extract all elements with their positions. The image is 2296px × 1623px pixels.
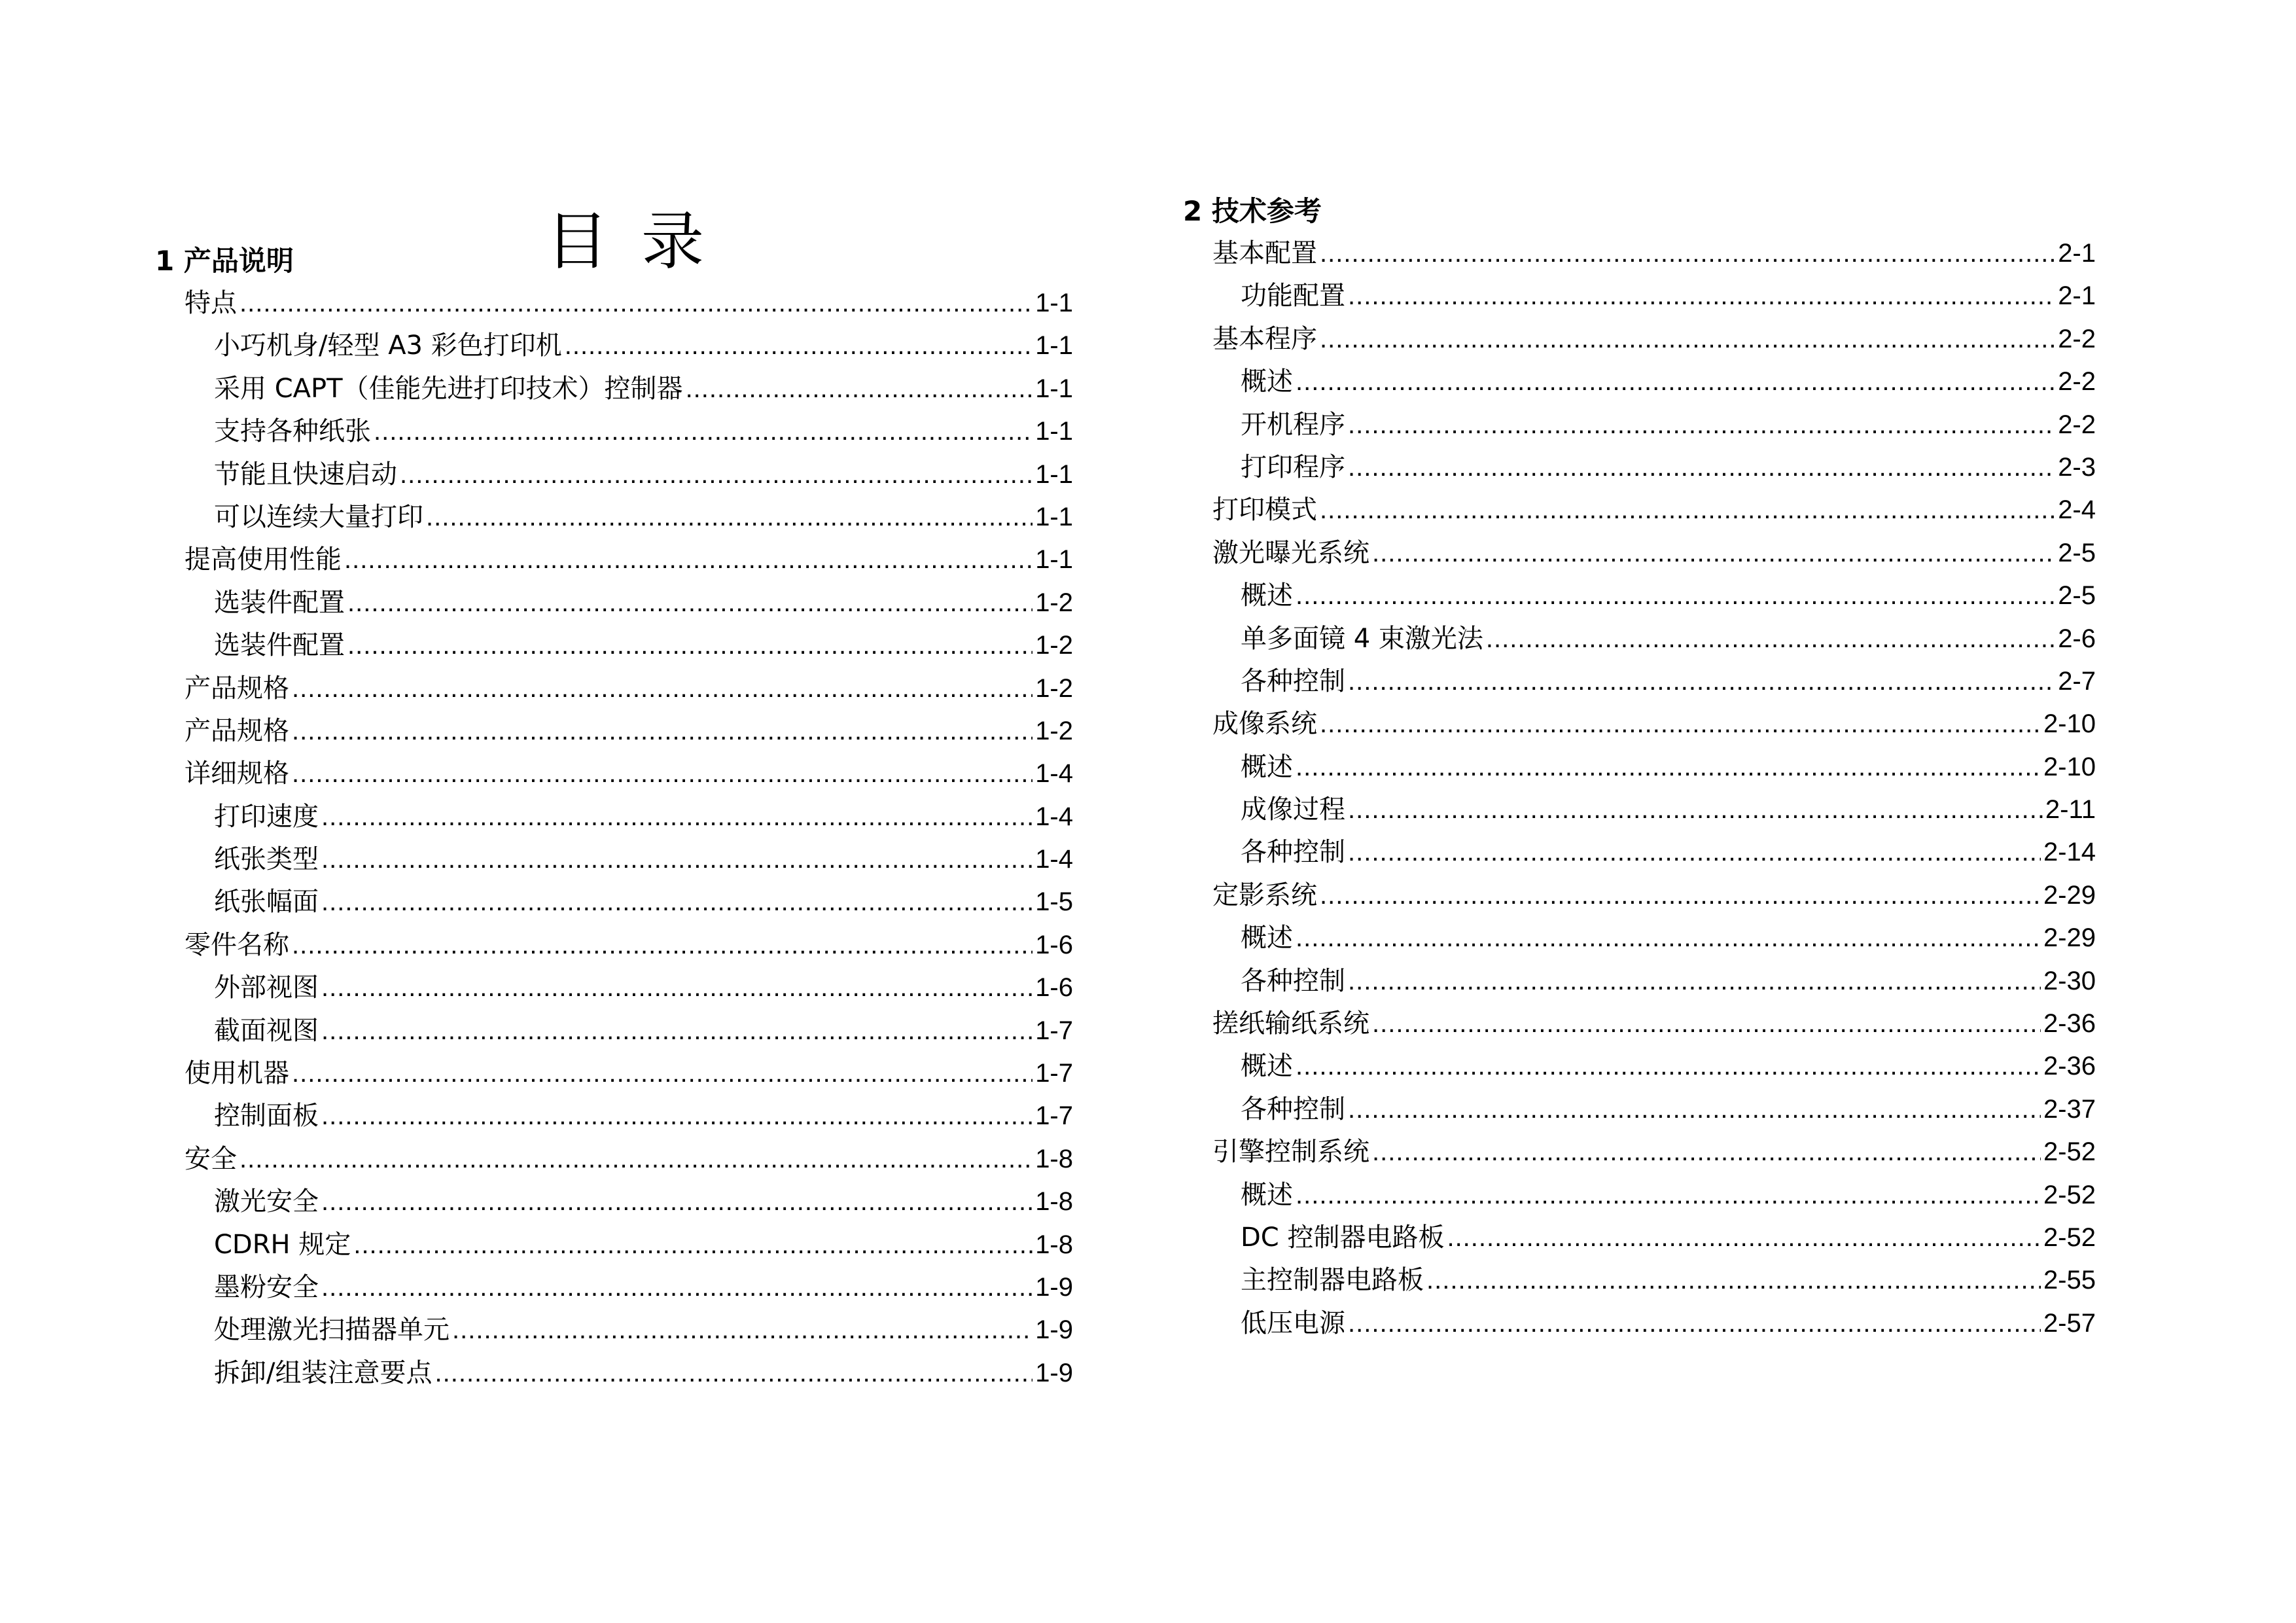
toc-dot-leader [1348, 275, 2055, 317]
toc-entry[interactable] [155, 410, 1073, 453]
toc-entry-label: 概述 [1241, 1179, 1293, 1210]
toc-entry-page-number: 2-5 [2058, 538, 2096, 567]
toc-entry[interactable] [155, 1181, 1073, 1223]
toc-dot-leader [1320, 489, 2055, 531]
toc-entry[interactable] [1183, 1302, 2096, 1345]
toc-entry[interactable] [1183, 874, 2096, 917]
toc-entry-page-number: 1-1 [1035, 502, 1073, 531]
toc-entry-page-number: 1-9 [1035, 1315, 1073, 1345]
toc-entry-page-number: 2-2 [2058, 367, 2096, 397]
toc-entry-page-number: 1-4 [1035, 759, 1073, 789]
toc-entry[interactable] [1183, 446, 2096, 489]
toc-entry-page-number: 1-2 [1035, 631, 1073, 660]
toc-entry[interactable] [155, 1266, 1073, 1309]
toc-entry-label: 打印速度 [214, 801, 319, 832]
toc-entry[interactable] [155, 1224, 1073, 1266]
toc-entry-label: 小巧机身/轻型 A3 彩色打印机 [214, 330, 562, 361]
toc-entry[interactable] [1183, 1259, 2096, 1302]
toc-entry-label: 安全 [185, 1143, 237, 1174]
toc-entry-label: 选装件配置 [214, 587, 345, 618]
toc-entry-page-number: 1-7 [1035, 1059, 1073, 1088]
toc-entry-page-number: 1-1 [1035, 417, 1073, 446]
toc-dot-leader [239, 282, 1033, 325]
toc-dot-leader [292, 668, 1033, 710]
toc-entry[interactable] [1183, 318, 2096, 361]
toc-dot-leader [1372, 532, 2055, 575]
toc-dot-leader [1296, 917, 2041, 959]
toc-dot-leader [321, 1095, 1033, 1137]
toc-list-right [1183, 232, 2096, 1345]
page-title: 目录 [546, 205, 737, 279]
toc-entry-label: 概述 [1241, 366, 1293, 397]
toc-entry-label: 定影系统 [1212, 880, 1317, 910]
toc-entry[interactable] [1183, 361, 2096, 403]
toc-entry-label: 概述 [1241, 751, 1293, 782]
toc-entry[interactable] [155, 496, 1073, 539]
toc-entry-label: 引擎控制系统 [1212, 1137, 1369, 1168]
toc-entry-label: 纸张幅面 [214, 887, 319, 918]
toc-dot-leader [400, 454, 1033, 496]
toc-dot-leader [321, 1266, 1033, 1309]
toc-entry[interactable] [1183, 1217, 2096, 1259]
toc-dot-leader [321, 1181, 1033, 1223]
toc-entry-label: 各种控制 [1241, 837, 1345, 868]
toc-entry[interactable] [155, 924, 1073, 967]
toc-entry-page-number: 2-30 [2043, 966, 2096, 995]
toc-entry-page-number: 2-52 [2043, 1180, 2096, 1209]
toc-entry-page-number: 1-7 [1035, 1101, 1073, 1131]
toc-column-left [155, 240, 1073, 1395]
toc-entry-page-number: 2-10 [2043, 709, 2096, 739]
toc-dot-leader [1348, 789, 2043, 831]
toc-entry[interactable] [155, 838, 1073, 881]
toc-entry[interactable] [155, 1052, 1073, 1095]
toc-dot-leader [1348, 1302, 2041, 1345]
toc-entry-label: DC 控制器电路板 [1241, 1222, 1445, 1253]
toc-column-right [1183, 190, 2096, 1345]
toc-entry[interactable] [155, 454, 1073, 496]
toc-entry-label: 使用机器 [185, 1058, 289, 1089]
toc-entry-page-number: 1-9 [1035, 1272, 1073, 1302]
toc-entry[interactable] [155, 753, 1073, 795]
toc-entry-page-number: 2-3 [2058, 452, 2096, 482]
toc-entry[interactable] [155, 796, 1073, 838]
toc-dot-leader [292, 1052, 1033, 1095]
toc-entry-label: 控制面板 [214, 1101, 319, 1132]
toc-entry-label: 提高使用性能 [185, 544, 342, 575]
toc-dot-leader [434, 1352, 1033, 1395]
toc-entry-label: 零件名称 [185, 929, 289, 960]
toc-dot-leader [374, 410, 1033, 453]
toc-entry-label: 拆卸/组装注意要点 [214, 1357, 433, 1388]
toc-dot-leader [239, 1138, 1033, 1181]
toc-list-left [155, 282, 1073, 1395]
toc-entry-page-number: 1-2 [1035, 673, 1073, 703]
toc-entry-page-number: 1-6 [1035, 973, 1073, 1003]
toc-entry-label: 概述 [1241, 580, 1293, 611]
toc-entry[interactable] [1183, 1088, 2096, 1131]
toc-entry-label: 纸张类型 [214, 844, 319, 875]
toc-entry-label: 墨粉安全 [214, 1272, 319, 1302]
toc-entry-label: 基本配置 [1212, 238, 1317, 268]
toc-entry-label: 打印模式 [1212, 495, 1317, 526]
toc-entry[interactable] [1183, 1045, 2096, 1088]
toc-dot-leader [344, 539, 1033, 581]
toc-dot-leader [292, 753, 1033, 795]
toc-entry[interactable] [155, 368, 1073, 410]
toc-entry[interactable] [1183, 618, 2096, 660]
toc-entry[interactable] [155, 1010, 1073, 1052]
toc-entry-page-number: 2-6 [2058, 624, 2096, 653]
toc-entry-label: 单多面镜 4 束激光法 [1241, 623, 1483, 654]
toc-entry-page-number: 2-7 [2058, 666, 2096, 696]
toc-dot-leader [1348, 960, 2041, 1003]
toc-dot-leader [347, 582, 1033, 624]
toc-entry[interactable] [1183, 404, 2096, 446]
toc-dot-leader [1426, 1259, 2041, 1302]
toc-dot-leader [1320, 318, 2055, 361]
toc-entry-label: 选装件配置 [214, 630, 345, 661]
toc-entry-label: 产品规格 [185, 715, 289, 746]
toc-entry[interactable] [155, 668, 1073, 710]
toc-dot-leader [1447, 1217, 2040, 1259]
toc-entry-page-number: 2-11 [2045, 795, 2096, 825]
toc-entry-page-number: 1-5 [1035, 887, 1073, 917]
toc-entry-label: 采用 CAPT（佳能先进打印技术）控制器 [214, 373, 683, 404]
section-heading-1: 1 产品说明 [155, 245, 294, 277]
toc-entry[interactable] [1183, 917, 2096, 959]
toc-entry-page-number: 2-52 [2043, 1222, 2096, 1252]
toc-entry[interactable] [1183, 1174, 2096, 1217]
toc-entry[interactable] [1183, 232, 2096, 275]
toc-entry-label: 成像过程 [1241, 794, 1345, 825]
toc-entry-page-number: 1-1 [1035, 289, 1073, 317]
toc-entry-page-number: 2-55 [2043, 1266, 2096, 1295]
toc-entry-page-number: 2-37 [2043, 1094, 2096, 1124]
toc-entry-page-number: 2-10 [2043, 752, 2096, 781]
toc-dot-leader [686, 368, 1033, 410]
toc-entry[interactable] [155, 1309, 1073, 1351]
toc-dot-leader [1296, 1174, 2041, 1217]
toc-dot-leader [321, 967, 1033, 1009]
toc-dot-leader [321, 838, 1033, 881]
toc-entry[interactable] [155, 325, 1073, 367]
toc-entry-page-number: 2-29 [2043, 923, 2096, 953]
toc-entry-label: 概述 [1241, 1051, 1293, 1082]
toc-entry-page-number: 1-8 [1035, 1187, 1073, 1217]
toc-dot-leader [1348, 831, 2041, 874]
toc-entry-page-number: 1-1 [1035, 459, 1073, 489]
toc-dot-leader [321, 796, 1033, 838]
toc-entry-page-number: 1-1 [1035, 374, 1073, 403]
toc-entry-label: 基本程序 [1212, 323, 1317, 354]
toc-entry[interactable] [155, 881, 1073, 923]
toc-entry-page-number: 1-2 [1035, 716, 1073, 745]
toc-dot-leader [1486, 618, 2055, 660]
toc-entry-page-number: 1-9 [1035, 1358, 1073, 1387]
toc-dot-leader [565, 325, 1033, 367]
toc-entry-page-number: 1-2 [1035, 588, 1073, 617]
toc-entry-page-number: 2-2 [2058, 324, 2096, 353]
toc-entry-label: 概述 [1241, 923, 1293, 954]
toc-entry-page-number: 2-4 [2058, 495, 2096, 525]
toc-entry[interactable] [155, 1138, 1073, 1181]
toc-dot-leader [1320, 232, 2055, 275]
toc-entry-page-number: 2-36 [2043, 1009, 2096, 1039]
toc-dot-leader [321, 1010, 1033, 1052]
toc-entry-label: 截面视图 [214, 1015, 319, 1046]
toc-entry-label: 各种控制 [1241, 666, 1345, 696]
toc-entry-page-number: 1-6 [1035, 930, 1073, 959]
toc-entry-page-number: 1-1 [1035, 331, 1073, 361]
toc-entry[interactable] [155, 539, 1073, 581]
toc-entry-page-number: 1-7 [1035, 1016, 1073, 1045]
toc-dot-leader [1348, 660, 2055, 703]
toc-entry[interactable] [1183, 703, 2096, 745]
toc-entry[interactable] [155, 1095, 1073, 1137]
toc-entry-label: 搓纸输纸系统 [1212, 1008, 1369, 1039]
toc-entry-label: 各种控制 [1241, 965, 1345, 996]
toc-entry[interactable] [155, 582, 1073, 624]
toc-entry-label: 产品规格 [185, 673, 289, 704]
toc-dot-leader [1348, 446, 2055, 489]
toc-entry-page-number: 1-4 [1035, 802, 1073, 831]
toc-dot-leader [321, 881, 1033, 923]
toc-dot-leader [1348, 1088, 2041, 1131]
toc-entry-label: 低压电源 [1241, 1308, 1345, 1338]
toc-entry-page-number: 2-52 [2043, 1137, 2096, 1167]
toc-entry[interactable] [1183, 1131, 2096, 1173]
toc-entry-label: 可以连续大量打印 [214, 501, 423, 532]
toc-entry[interactable] [155, 282, 1073, 325]
toc-dot-leader [1320, 874, 2041, 917]
toc-entry-label: 成像系统 [1212, 709, 1317, 740]
toc-dot-leader [292, 710, 1033, 753]
toc-entry[interactable] [155, 710, 1073, 753]
toc-dot-leader [1296, 1045, 2041, 1088]
toc-entry[interactable] [1183, 746, 2096, 789]
toc-entry[interactable] [1183, 960, 2096, 1003]
toc-entry-label: 主控制器电路板 [1241, 1265, 1424, 1296]
toc-entry-label: 激光安全 [214, 1186, 319, 1217]
toc-entry-page-number: 2-1 [2058, 239, 2096, 268]
toc-entry-page-number: 2-2 [2058, 410, 2096, 439]
toc-entry-label: 功能配置 [1241, 281, 1345, 312]
toc-dot-leader [1296, 575, 2055, 617]
toc-dot-leader [1372, 1003, 2041, 1045]
toc-entry-label: 详细规格 [185, 758, 289, 789]
toc-entry-page-number: 1-8 [1035, 1144, 1073, 1173]
toc-entry-page-number: 2-1 [2058, 281, 2096, 311]
toc-entry[interactable] [155, 967, 1073, 1009]
toc-entry-label: 各种控制 [1241, 1094, 1345, 1124]
toc-entry[interactable] [1183, 831, 2096, 874]
toc-entry-label: 特点 [185, 288, 237, 318]
toc-entry[interactable] [1183, 575, 2096, 617]
toc-entry-page-number: 1-1 [1035, 545, 1073, 575]
toc-dot-leader [452, 1309, 1033, 1351]
toc-entry-page-number: 2-14 [2043, 838, 2096, 867]
toc-dot-leader [353, 1224, 1033, 1266]
toc-entry-page-number: 1-8 [1035, 1230, 1073, 1259]
toc-entry-label: CDRH 规定 [214, 1229, 351, 1260]
toc-dot-leader [1320, 703, 2041, 745]
toc-entry[interactable] [1183, 789, 2096, 831]
toc-entry-label: 节能且快速启动 [214, 459, 397, 490]
toc-entry[interactable] [1183, 275, 2096, 317]
toc-dot-leader [1372, 1131, 2041, 1173]
toc-entry-label: 激光曝光系统 [1212, 537, 1369, 568]
toc-entry-page-number: 2-57 [2043, 1308, 2096, 1338]
toc-entry-label: 开机程序 [1241, 409, 1345, 440]
toc-dot-leader [1348, 404, 2055, 446]
toc-entry[interactable] [1183, 532, 2096, 575]
toc-entry[interactable] [1183, 489, 2096, 531]
toc-entry-label: 支持各种纸张 [214, 416, 371, 447]
toc-dot-leader [347, 624, 1033, 667]
toc-entry[interactable] [155, 624, 1073, 667]
toc-entry[interactable] [1183, 1003, 2096, 1045]
toc-dot-leader [1296, 746, 2041, 789]
toc-entry[interactable] [155, 1352, 1073, 1395]
toc-entry-label: 外部视图 [214, 972, 319, 1003]
section-heading-2: 2 技术参考 [1183, 195, 1322, 227]
toc-dot-leader [1296, 361, 2055, 403]
toc-entry-page-number: 2-5 [2058, 581, 2096, 611]
toc-entry-page-number: 1-4 [1035, 845, 1073, 874]
toc-dot-leader [292, 924, 1033, 967]
toc-entry-label: 打印程序 [1241, 452, 1345, 482]
toc-entry[interactable] [1183, 660, 2096, 703]
toc-dot-leader [426, 496, 1033, 539]
toc-entry-page-number: 2-29 [2043, 880, 2096, 910]
toc-entry-label: 处理激光扫描器单元 [214, 1315, 450, 1346]
toc-entry-page-number: 2-36 [2043, 1052, 2096, 1081]
